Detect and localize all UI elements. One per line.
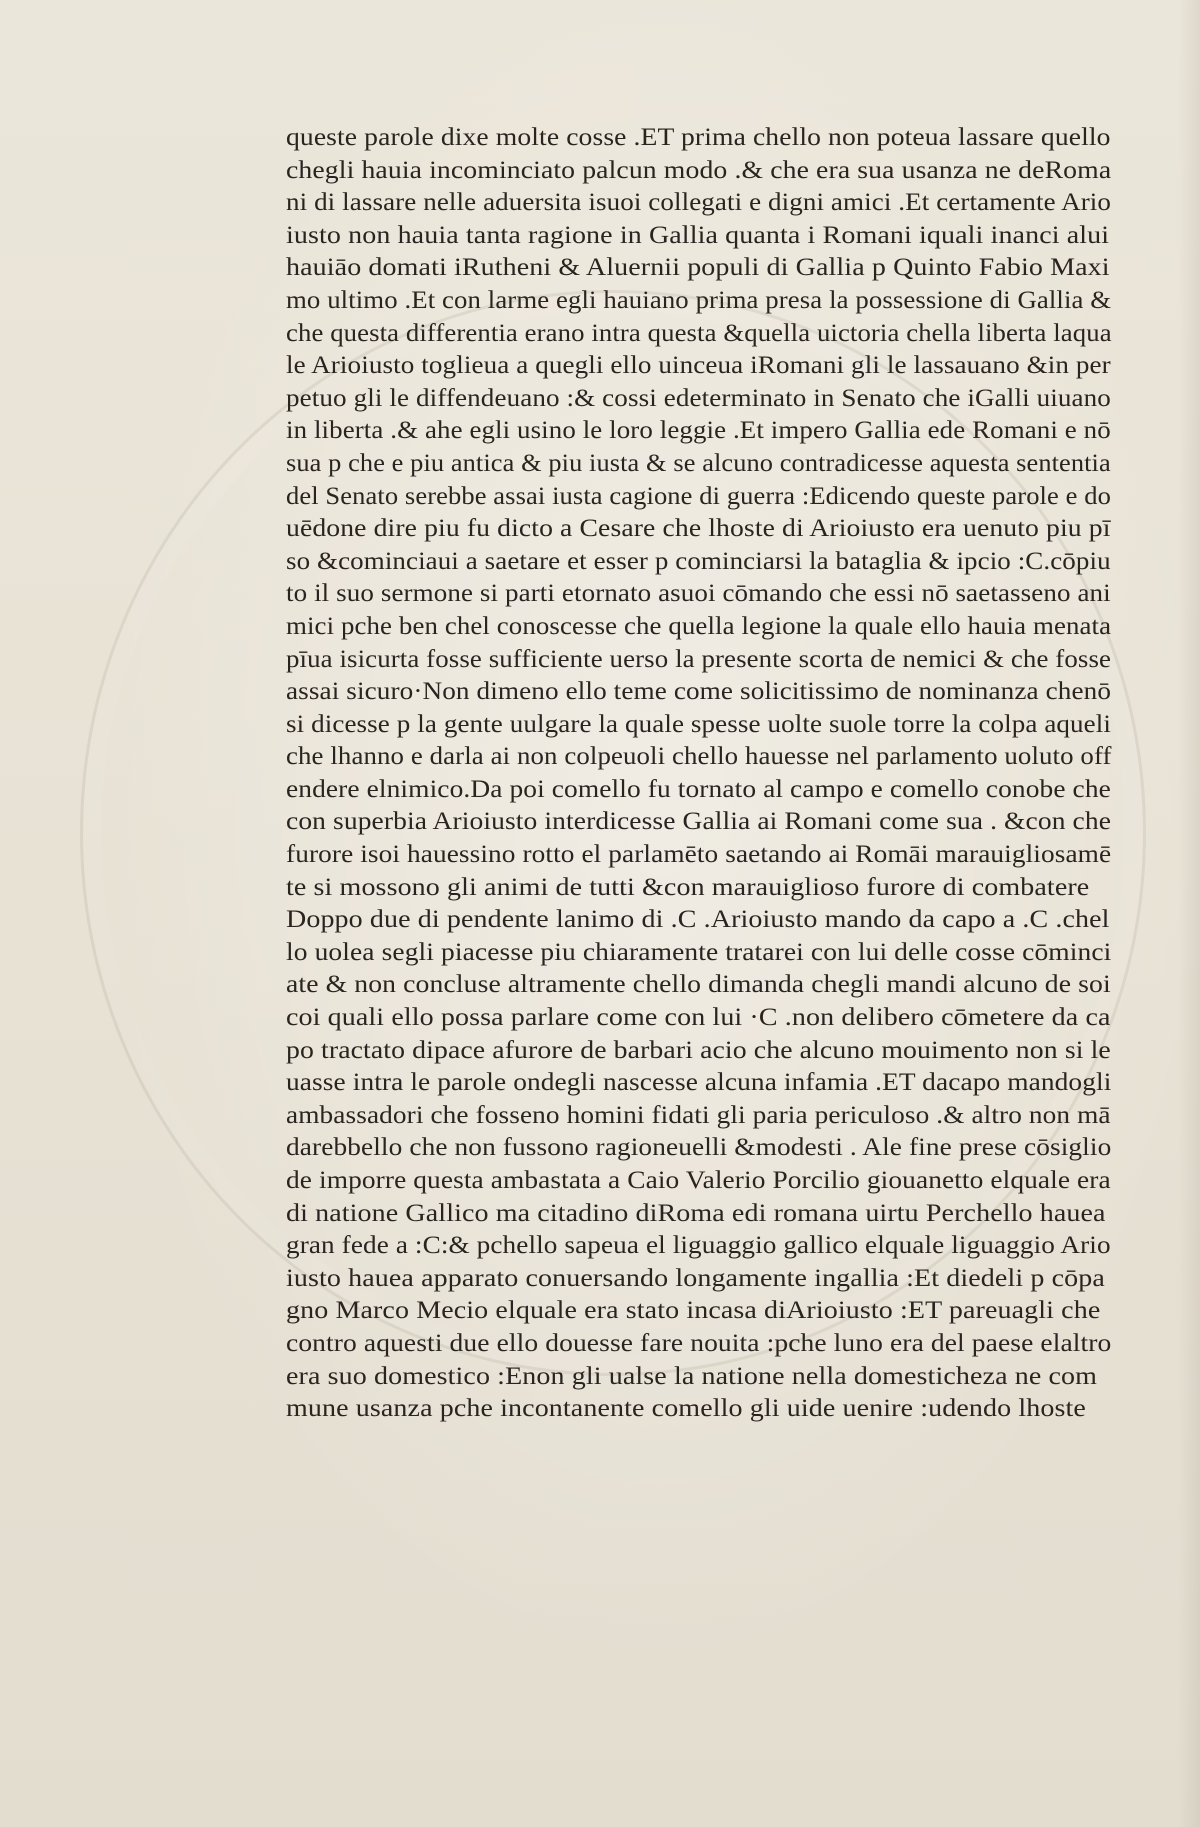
- text-line: del Senato serebbe assai iusta cagione di guerra :Edicendo queste parole e do: [286, 482, 1111, 510]
- text-line: ni di lassare nelle aduersita isuoi collegati e digni amici .Et certamente Ario: [286, 189, 1112, 217]
- text-line: mici pche ben chel conoscesse che quella legione la quale ello hauia menata: [286, 612, 1112, 640]
- text-line: si dicesse p la gente uulgare la quale spesse uolte suole torre la colpa aqueli: [286, 710, 1112, 738]
- text-line: darebbello che non fussono ragioneuelli &modesti . Ale fine prese cōsiglio: [286, 1134, 1112, 1162]
- text-line: le Arioiusto toglieua a quegli ello uinceua iRomani gli le lassauano &in per: [286, 352, 1111, 380]
- text-line: era suo domestico :Enon gli ualse la natione nella domesticheza ne com: [286, 1362, 1098, 1390]
- text-line: in liberta .& ahe egli usino le loro leggie .Et impero Gallia ede Romani e nō: [286, 417, 1111, 445]
- text-line: con superbia Arioiusto interdicesse Gallia ai Romani come sua . &con che: [286, 808, 1112, 836]
- text-line: iusto hauea apparato conuersando longamente ingallia :Et diedeli p cōpa: [286, 1264, 1105, 1292]
- text-line: gran fede a :C:& pchello sapeua el liguaggio gallico elquale liguaggio Ario: [286, 1232, 1111, 1260]
- text-line: hauiāo domati iRutheni & Aluernii populi di Gallia p Quinto Fabio Maxi: [286, 254, 1110, 282]
- text-line: che lhanno e darla ai non colpeuoli chello hauesse nel parlamento uoluto off: [286, 743, 1112, 771]
- body-text: [286, 122, 1111, 1426]
- text-line: mo ultimo .Et con larme egli hauiano prima presa la possessione di Gallia &: [286, 286, 1112, 314]
- text-line: ate & non concluse altramente chello dimanda chegli mandi alcuno de soi: [286, 971, 1111, 999]
- text-line: furore isoi hauessino rotto el parlamēto saetando ai Romāi marauigliosamē: [286, 841, 1112, 869]
- text-line: contro aquesti due ello douesse fare nouita :pche luno era del paese elaltro: [286, 1329, 1112, 1357]
- text-line: che questa differentia erano intra questa &quella uictoria chella liberta laqua: [286, 319, 1112, 347]
- page-edge-shadow: [1178, 0, 1200, 1827]
- text-line: te si mossono gli animi de tutti &con marauiglioso furore di combatere: [286, 873, 1090, 901]
- text-line: de imporre questa ambastata a Caio Valerio Porcilio giouanetto elquale era: [286, 1167, 1111, 1194]
- text-line: uēdone dire piu fu dicto a Cesare che lhoste di Arioiusto era uenuto piu pī: [286, 515, 1111, 543]
- text-line: gno Marco Mecio elquale era stato incasa diArioiusto :ET pareuagli che: [286, 1297, 1101, 1325]
- text-line: mune usanza pche incontanente comello gli uide uenire :udendo lhoste: [286, 1395, 1086, 1423]
- text-line: so &cominciaui a saetare et esser p cominciarsi la bataglia & ipcio :C.cōpiu: [286, 547, 1111, 575]
- text-line: iusto non hauia tanta ragione in Gallia quanta i Romani iquali inanci alui: [286, 221, 1110, 249]
- text-line: endere elnimico.Da poi comello fu tornato al campo e comello conobe che: [286, 775, 1111, 803]
- text-line: di natione Gallico ma citadino diRoma edi romana uirtu Perchello hauea: [286, 1199, 1106, 1227]
- text-line: assai sicuro·Non dimeno ello teme come solicitissimo de nominanza chenō: [286, 678, 1112, 706]
- text-line: ambassadori che fosseno homini fidati gli paria periculoso .& altro non mā: [286, 1101, 1111, 1129]
- text-line: petuo gli le diffendeuano :& cossi edeterminato in Senato che iGalli uiuano: [286, 384, 1111, 412]
- text-line: po tractato dipace afurore de barbari acio che alcuno mouimento non si le: [286, 1036, 1111, 1064]
- text-line: lo uolea segli piacesse piu chiaramente tratarei con lui delle cosse cōminci: [286, 938, 1112, 966]
- text-line: Doppo due di pendente lanimo di .C .Arioiusto mando da capo a .C .chel: [286, 906, 1110, 934]
- text-line: to il suo sermone si parti etornato asuoi cōmando che essi nō saetasseno ani: [286, 580, 1111, 608]
- text-line: uasse intra le parole ondegli nascesse alcuna infamia .ET dacapo mandogli: [286, 1069, 1112, 1097]
- text-line: pīua isicurta fosse sufficiente uerso la presente scorta de nemici & che fosse: [286, 645, 1112, 673]
- text-line: sua p che e piu antica & piu iusta & se alcuno contradicesse aquesta sententia: [286, 449, 1111, 477]
- text-line: queste parole dixe molte cosse .ET prima chello non poteua lassare quello: [286, 124, 1111, 151]
- text-line: coi quali ello possa parlare come con lui ·C .non delibero cōmetere da ca: [286, 1004, 1111, 1032]
- text-line: chegli hauia incominciato palcun modo .& che era sua usanza ne deRoma: [286, 156, 1112, 184]
